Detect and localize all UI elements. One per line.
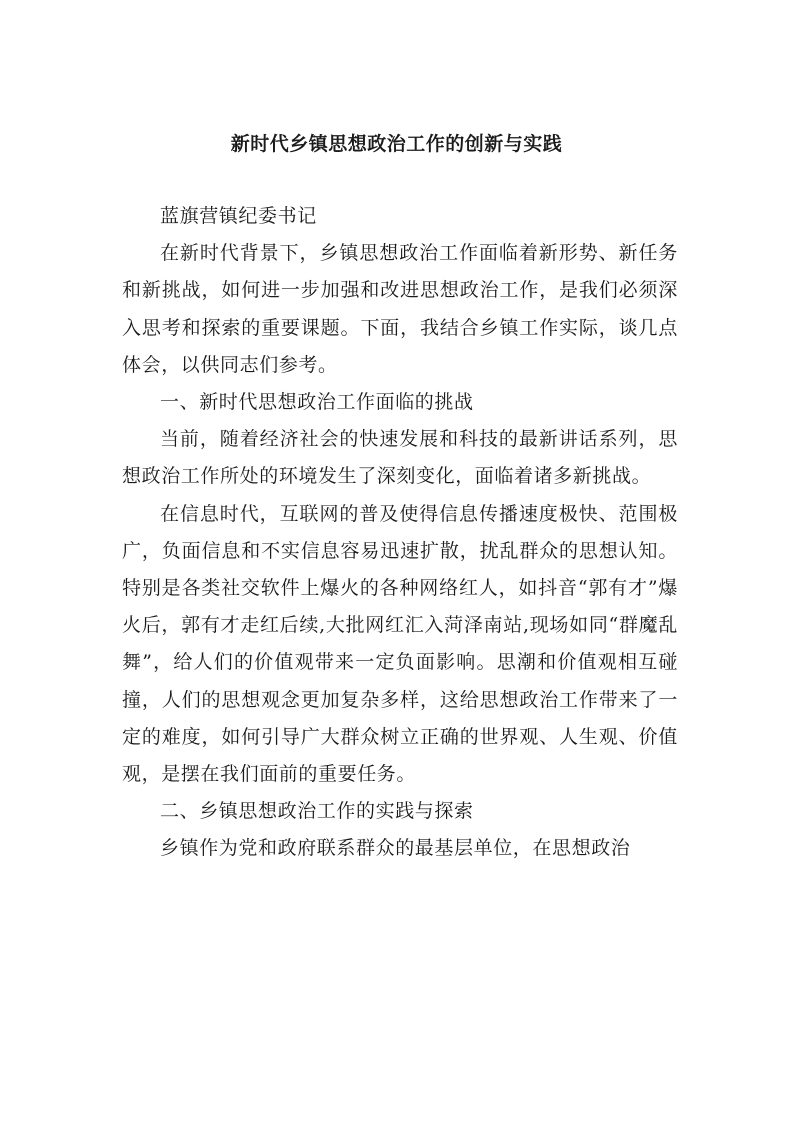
author-line: 蓝旗营镇纪委书记 bbox=[160, 205, 317, 227]
section-heading-practice: 二、乡镇思想政治工作的实践与探索 bbox=[160, 800, 474, 823]
section-heading-challenges: 一、新时代思想政治工作面临的挑战 bbox=[160, 391, 474, 414]
document-body bbox=[122, 198, 678, 868]
document-title: 新时代乡镇思想政治工作的创新与实践 bbox=[230, 133, 563, 155]
paragraph-current-situation: 当前，随着经济社会的快速发展和科技的最新讲话系列，思想政治工作所处的环境发生了深刻变化，面临着诸多新挑战。 bbox=[122, 428, 678, 488]
paragraph-township-role: 乡镇作为党和政府联系群众的最基层单位，在思想政治 bbox=[160, 837, 631, 860]
intro-paragraph: 在新时代背景下，乡镇思想政治工作面临着新形势、新任务和新挑战，如何进一步加强和改进思想政治工作，是我们必须深入思考和探索的重要课题。下面，我结合乡镇工作实际，谈几点体会，以供同志们参考。 bbox=[122, 242, 678, 376]
paragraph-information-age: 在信息时代，互联网的普及使得信息传播速度极快、范围极广，负面信息和不实信息容易迅速扩散，扰乱群众的思想认知。特别是各类社交软件上爆火的各种网络红人，如抖音“郭有才”爆火后，郭有才走红后续,大批网红汇入菏泽南站,现场如同“群魔乱舞”，给人们的价值观带来一定负面影响。思潮和价值观相互碰撞，人们的思想观念更加复杂多样，这给思想政治工作带来了一定的难度，如何引导广大群众树立正确的世界观、人生观、价值观，是摆在我们面前的重要任务。 bbox=[122, 502, 678, 786]
